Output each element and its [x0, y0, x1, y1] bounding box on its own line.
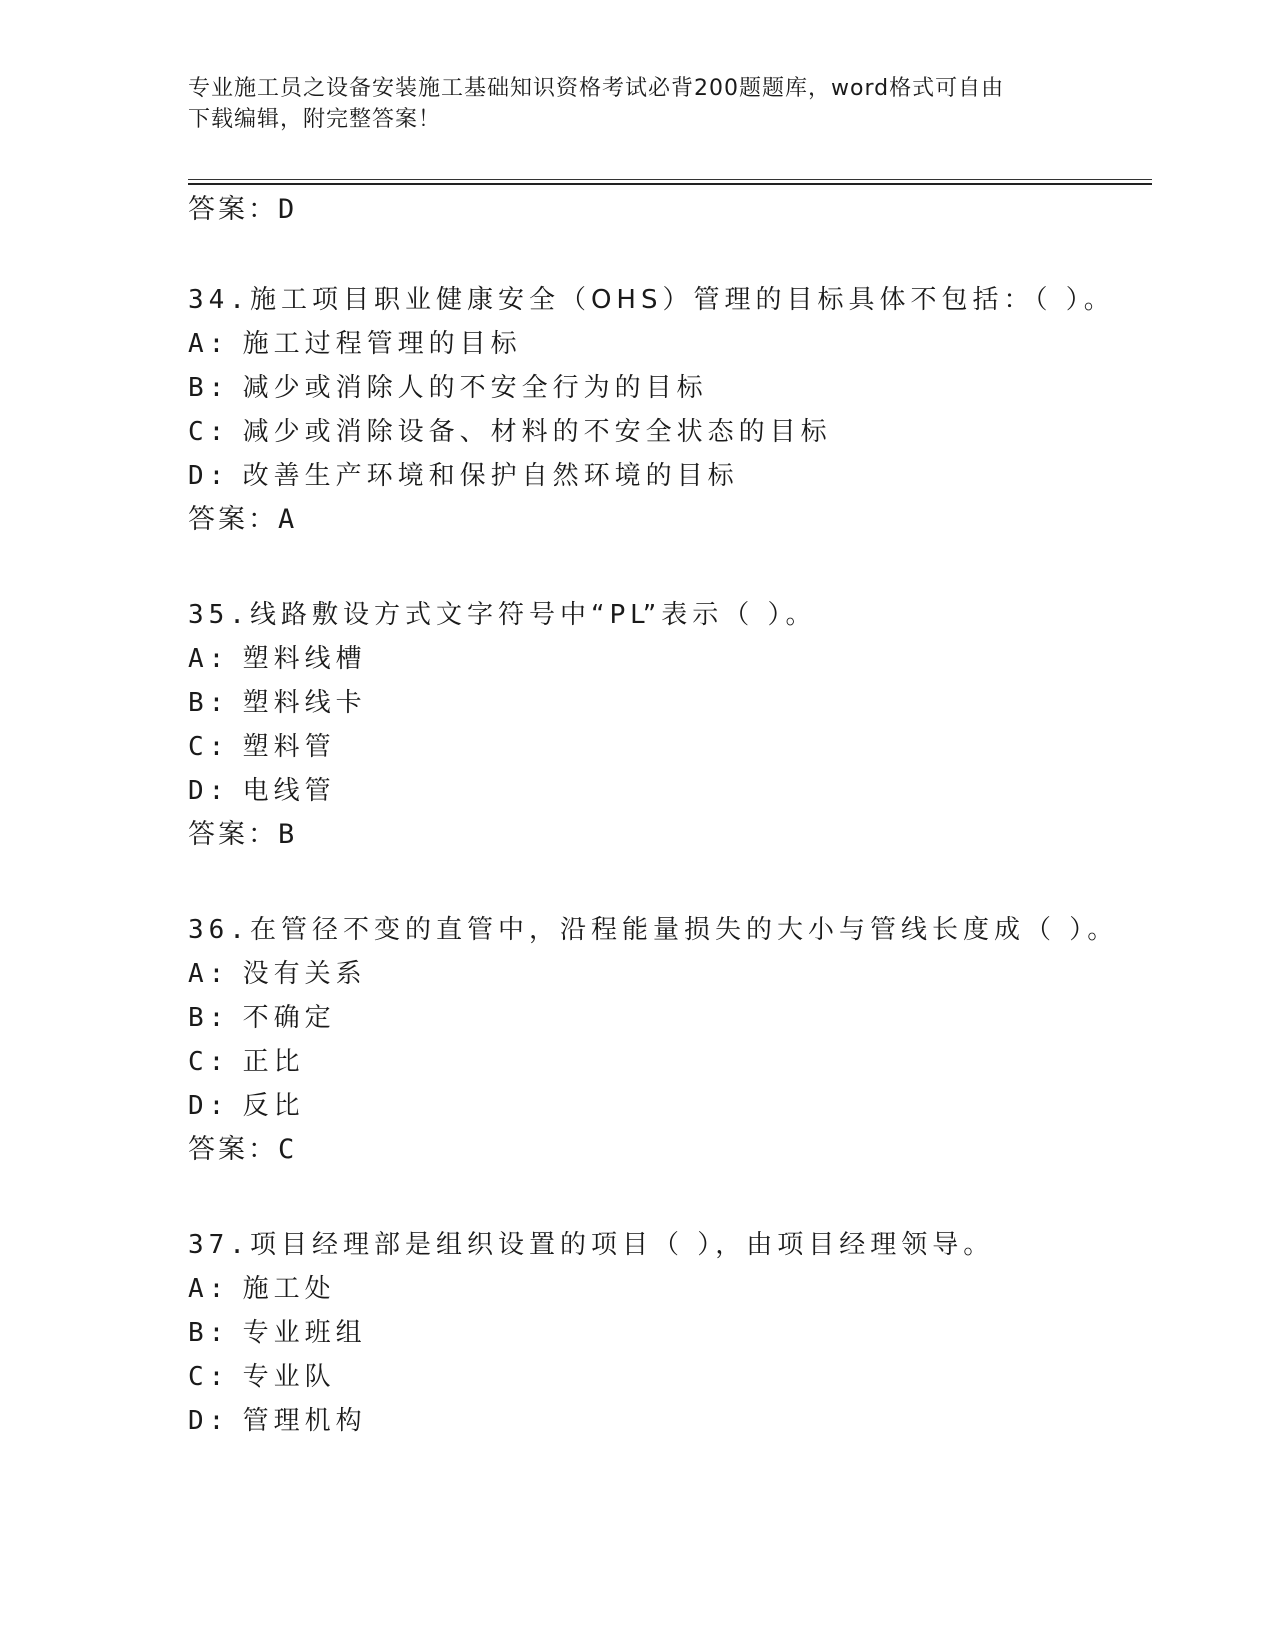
question-37-option-c	[188, 1360, 336, 1394]
option-text: 施工过程管理的目标	[242, 329, 522, 359]
question-36-stem	[188, 913, 1118, 947]
question-35-stem	[188, 598, 817, 632]
option-text: 减少或消除设备、材料的不安全状态的目标	[242, 417, 832, 447]
question-text: 线路敷设方式文字符号中“PL”表示（ ）。	[249, 600, 817, 630]
answer-value: C	[278, 1134, 298, 1165]
option-text: 管理机构	[242, 1406, 367, 1436]
option-key: A:	[188, 959, 230, 989]
question-36-option-d	[188, 1089, 305, 1123]
question-35-option-a	[188, 642, 367, 676]
question-34-option-a	[188, 327, 522, 361]
option-key: A:	[188, 329, 230, 359]
option-key: C:	[188, 417, 230, 447]
header-divider-thin	[188, 179, 1152, 180]
answer-value: A	[278, 504, 298, 535]
answer-value: D	[278, 194, 298, 225]
header-line-2: 下载编辑，附完整答案！	[188, 107, 442, 132]
option-key: B:	[188, 688, 230, 718]
option-text: 不确定	[242, 1003, 336, 1033]
question-35-option-d	[188, 774, 336, 808]
option-key: D:	[188, 1406, 230, 1436]
option-text: 专业队	[242, 1362, 336, 1392]
option-text: 改善生产环境和保护自然环境的目标	[242, 461, 739, 491]
question-34-stem	[188, 283, 1115, 317]
question-36-answer	[188, 1133, 297, 1167]
question-37-option-d	[188, 1404, 367, 1438]
option-text: 电线管	[242, 776, 336, 806]
option-text: 减少或消除人的不安全行为的目标	[242, 373, 708, 403]
option-key: C:	[188, 1362, 230, 1392]
option-text: 正比	[242, 1047, 305, 1077]
question-number: 35.	[188, 600, 250, 630]
option-key: B:	[188, 1318, 230, 1348]
previous-answer	[188, 193, 297, 227]
question-number: 36.	[188, 915, 250, 945]
question-number: 37.	[188, 1230, 250, 1260]
answer-label: 答案：	[188, 819, 278, 850]
option-text: 塑料线槽	[242, 644, 367, 674]
option-key: B:	[188, 1003, 230, 1033]
question-36-option-c	[188, 1045, 305, 1079]
option-key: D:	[188, 461, 230, 491]
question-37-option-a	[188, 1272, 336, 1306]
question-34-answer	[188, 503, 297, 537]
document-header	[188, 73, 1068, 135]
question-34-option-b	[188, 371, 708, 405]
question-number: 34.	[188, 285, 250, 315]
question-34-option-d	[188, 459, 739, 493]
option-key: B:	[188, 373, 230, 403]
question-36-option-b	[188, 1001, 336, 1035]
option-key: D:	[188, 776, 230, 806]
answer-label: 答案：	[188, 1134, 278, 1165]
option-text: 塑料线卡	[242, 688, 367, 718]
question-37-stem	[188, 1228, 994, 1262]
question-36-option-a	[188, 957, 367, 991]
answer-value: B	[278, 819, 298, 850]
option-key: A:	[188, 1274, 230, 1304]
question-37-option-b	[188, 1316, 367, 1350]
question-text: 项目经理部是组织设置的项目（ ），由项目经理领导。	[249, 1230, 995, 1260]
option-key: A:	[188, 644, 230, 674]
question-35-option-c	[188, 730, 336, 764]
option-text: 专业班组	[242, 1318, 367, 1348]
header-line-1: 专业施工员之设备安装施工基础知识资格考试必背200题题库，word格式可自由	[188, 76, 1005, 101]
question-35-answer	[188, 818, 297, 852]
option-text: 反比	[242, 1091, 305, 1121]
header-divider-thick	[188, 183, 1152, 185]
option-key: C:	[188, 1047, 230, 1077]
option-key: D:	[188, 1091, 230, 1121]
question-35-option-b	[188, 686, 367, 720]
question-text: 施工项目职业健康安全（OHS）管理的目标具体不包括：（ ）。	[249, 285, 1115, 315]
option-key: C:	[188, 732, 230, 762]
option-text: 没有关系	[242, 959, 367, 989]
answer-label: 答案：	[188, 194, 278, 225]
option-text: 施工处	[242, 1274, 336, 1304]
answer-label: 答案：	[188, 504, 278, 535]
question-text: 在管径不变的直管中，沿程能量损失的大小与管线长度成（ ）。	[249, 915, 1119, 945]
question-34-option-c	[188, 415, 832, 449]
option-text: 塑料管	[242, 732, 336, 762]
